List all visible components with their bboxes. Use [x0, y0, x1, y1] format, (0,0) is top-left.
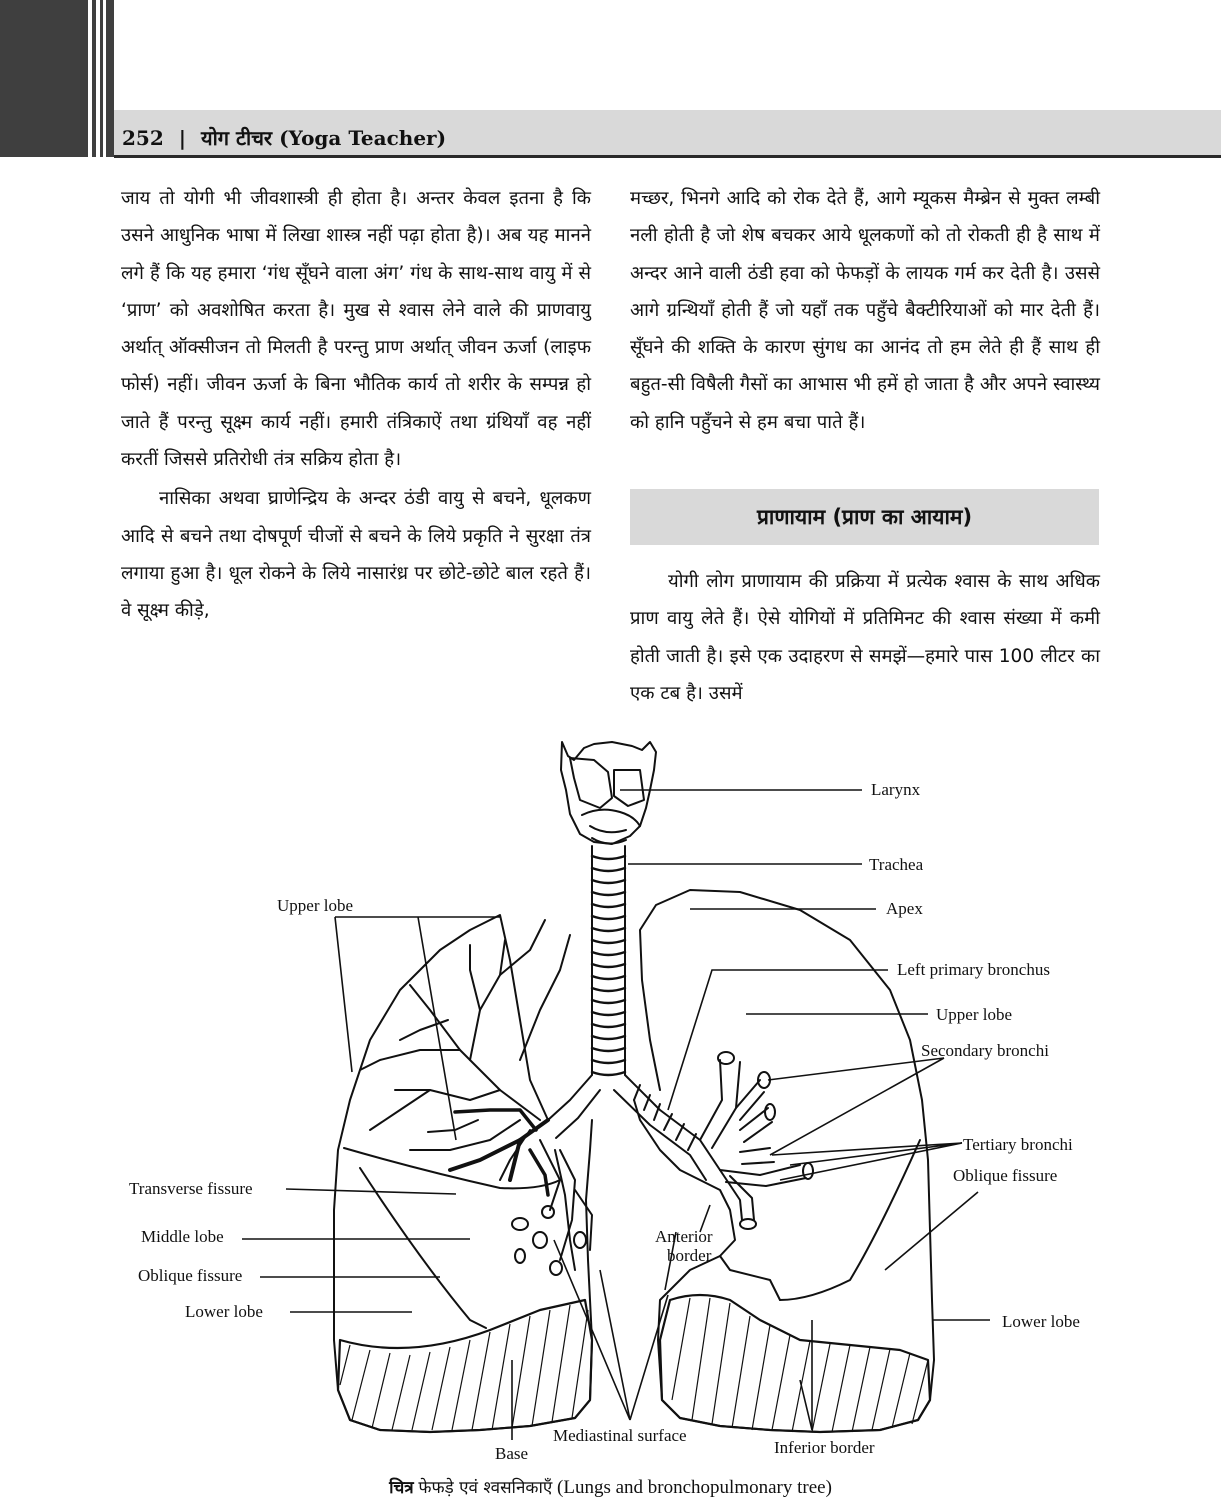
- leader-line: [286, 1189, 456, 1194]
- label-left-primary-bronchus: Left primary bronchus: [897, 960, 1050, 979]
- book-title: योग टीचर (Yoga Teacher): [200, 126, 447, 150]
- page-number: 252: [122, 126, 164, 150]
- label-mediastinal-surface: Mediastinal surface: [553, 1426, 687, 1445]
- paragraph: मच्छर, भिनगे आदि को रोक देते हैं, आगे म्यूकस मैम्ब्रेन से मुक्त लम्बी नली होती है जो शेष बचकर आये धूलकणों को तो रोकती ही है साथ में अन्दर आने वाली ठंडी हवा को फेफड़ों के लायक गर्म कर देती है। उससे आगे ग्रन्थियाँ होती हैं जो यहाँ तक पहुँचे बैक्टीरियाओं को मार देती हैं। सूँघने की शक्ति के कारण सुंगध का आनंद तो हम लेते ही हैं साथ ही बहुत-सी विषैली गैसों का आभास भी हमें हो जाता है और अपने स्वास्थ्य को हानि पहुँचने से हम बचा पाते हैं।: [630, 188, 1100, 433]
- label-upper-lobe-left: Upper lobe: [277, 896, 354, 915]
- label-tertiary-bronchi: Tertiary bronchi: [963, 1135, 1073, 1154]
- corner-stripe: [106, 0, 114, 157]
- right-column: [630, 180, 1100, 441]
- corner-stripe: [100, 0, 103, 157]
- label-oblique-fissure-right: Oblique fissure: [953, 1166, 1058, 1185]
- corner-stripe: [92, 0, 96, 157]
- larynx-drawing: [561, 742, 656, 844]
- paragraph: नासिका अथवा घ्राणेन्द्रिय के अन्दर ठंडी वायु से बचने, धूलकण आदि से बचने तथा दोषपूर्ण चीजों से बचने के लिये प्रकृति ने सुरक्षा तंत्र लगाया हुआ है। धूल रोकने के लिये नासारंध्र पर छोटे-छोटे बाल रहते हैं। वे सूक्ष्म कीड़े,: [121, 488, 591, 622]
- right-lung-outline: [334, 915, 592, 1432]
- caption-prefix: चित्र: [389, 1478, 414, 1498]
- caption-english: (Lungs and bronchopulmonary tree): [557, 1477, 832, 1498]
- leader-line: [668, 970, 888, 1110]
- leader-line: [335, 917, 500, 1140]
- label-apex: Apex: [886, 899, 923, 918]
- left-lung-outline: [634, 890, 934, 1432]
- caption-hindi: फेफड़े एवं श्वसनिकाएँ: [418, 1478, 553, 1498]
- left-column: [121, 180, 591, 630]
- paragraph: योगी लोग प्राणायाम की प्रक्रिया में प्रत्येक श्वास के साथ अधिक प्राण वायु लेते हैं। ऐसे योगियों में प्रतिमिनट की श्वास संख्या में कमी होती जाती है। इसे एक उदाहरण से समझें—हमारे पास 100 लीटर का एक टब है। उसमें: [630, 571, 1100, 704]
- header-separator: |: [178, 126, 186, 150]
- leader-line: [554, 1240, 668, 1420]
- label-inferior-border: Inferior border: [774, 1438, 875, 1457]
- label-lower-lobe-right: Lower lobe: [1002, 1312, 1080, 1331]
- lungs-diagram: [0, 725, 1221, 1470]
- label-secondary-bronchi: Secondary bronchi: [921, 1041, 1049, 1060]
- label-middle-lobe: Middle lobe: [141, 1227, 224, 1246]
- label-lower-lobe-left: Lower lobe: [185, 1302, 263, 1321]
- label-upper-lobe-right: Upper lobe: [936, 1005, 1013, 1024]
- corner-decoration: [0, 0, 88, 157]
- figure-caption: [0, 1475, 1221, 1499]
- paragraph: जाय तो योगी भी जीवशास्त्री ही होता है। अन्तर केवल इतना है कि उसने आधुनिक भाषा में लिखा शास्त्र नहीं पढ़ा होता है)। अब यह मानने लगे हैं कि यह हमारा ‘गंध सूँघने वाला अंग’ गंध के साथ-साथ वायु में से ‘प्राण’ को अवशोषित करता है। मुख से श्वास लेने वाले की प्राणवायु अर्थात् ऑक्सीजन तो मिलती है परन्तु प्राण अर्थात् जीवन ऊर्जा (लाइफ फोर्स) नहीं। जीवन ऊर्जा के बिना भौतिक कार्य तो शरीर के सम्पन्न हो जाते हैं परन्तु सूक्ष्म कार्य नहीं। हमारी तंत्रिकाऐं तथा ग्रंथियाँ वह नहीं करतीं जिससे प्रतिरोधी तंत्र सक्रिय होता है।: [121, 188, 591, 471]
- leader-line: [768, 1058, 944, 1155]
- section-heading: प्राणायाम (प्राण का आयाम): [630, 489, 1099, 545]
- running-header: [122, 124, 454, 151]
- label-oblique-fissure-left: Oblique fissure: [138, 1266, 243, 1285]
- label-base: Base: [495, 1444, 529, 1463]
- leader-line: [772, 1143, 962, 1180]
- leader-line: [800, 1320, 812, 1430]
- label-trachea: Trachea: [869, 855, 924, 874]
- label-anterior-border: Anterior border: [655, 1227, 713, 1265]
- right-column-continued: [630, 563, 1100, 712]
- label-larynx: Larynx: [871, 780, 921, 799]
- label-transverse-fissure: Transverse fissure: [129, 1179, 253, 1198]
